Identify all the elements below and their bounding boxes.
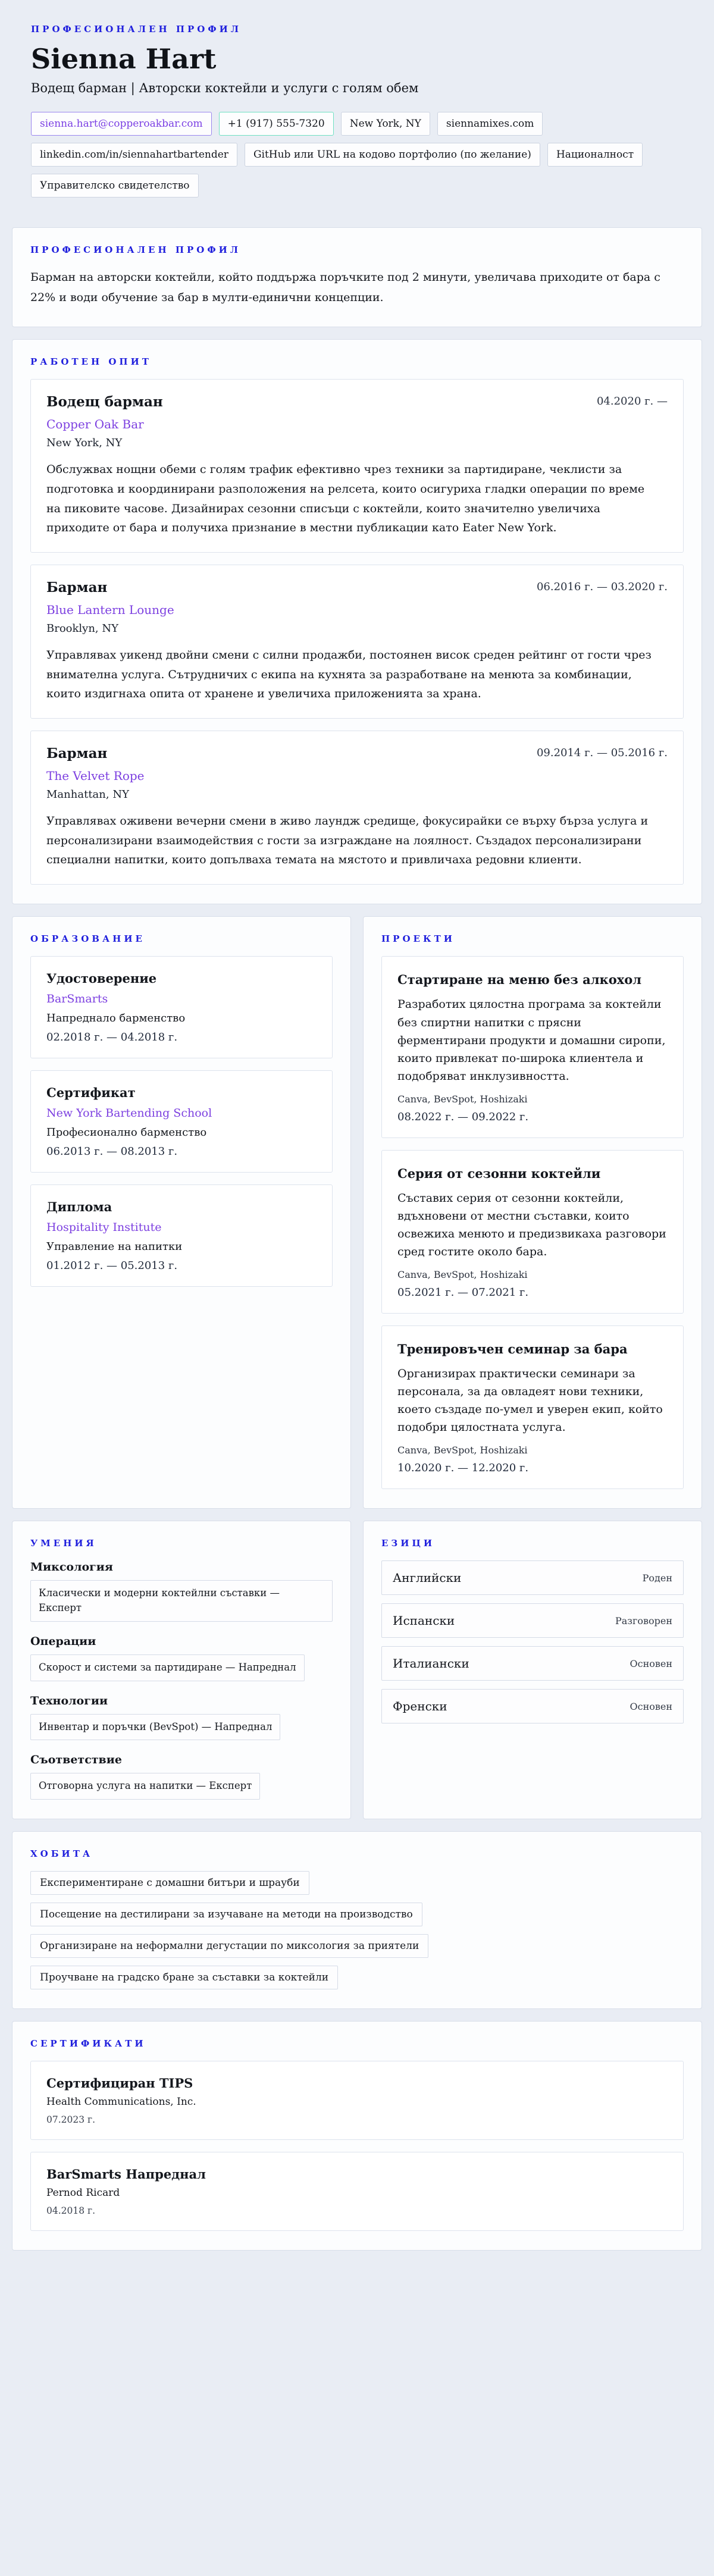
- skill-group: [30, 1560, 333, 1622]
- project-name: Серия от сезонни коктейли: [397, 1165, 601, 1181]
- education-field: Напреднало барменство: [46, 1012, 186, 1025]
- certifications-title: СЕРТИФИКАТИ: [30, 2038, 146, 2049]
- job-card: [30, 731, 684, 885]
- job-dates: 06.2016 г. — 03.2020 г.: [536, 581, 668, 594]
- job-title: Водещ барман: [46, 394, 163, 410]
- contact-linkedin-chip[interactable]: linkedin.com/in/siennahartbartender: [31, 143, 237, 167]
- education-school-link[interactable]: New York Bartending School: [46, 1107, 212, 1120]
- experience-title: РАБОТЕН ОПИТ: [30, 356, 152, 368]
- language-row: [381, 1560, 684, 1595]
- education-card: [30, 1070, 333, 1173]
- skill-group: [30, 1635, 333, 1681]
- section-education: [12, 916, 351, 1509]
- summary-title: ПРОФЕСИОНАЛЕН ПРОФИЛ: [30, 245, 242, 255]
- contact-chips: [31, 112, 683, 198]
- job-description: Управлявах оживени вечерни смени в живо лаундж средище, фокусирайки се върху бърза услуга и персонализирани взаимодействия с гости за изграждане на лоялност. Създадох персонализирани специални напитки, които допълваха темата на мястото и привличаха редовни клиенти.: [46, 814, 649, 867]
- education-degree: Удостоверение: [46, 971, 157, 986]
- project-card: [381, 956, 684, 1137]
- education-field: Професионално барменство: [46, 1126, 207, 1139]
- certification-date: 04.2018 г.: [46, 2205, 96, 2217]
- contact-website-chip[interactable]: siennamixes.com: [437, 112, 543, 136]
- certification-issuer: Health Communications, Inc.: [46, 2096, 196, 2108]
- section-certifications: [12, 2021, 702, 2251]
- education-dates: 01.2012 г. — 05.2013 г.: [46, 1259, 178, 1273]
- project-card: [381, 1150, 684, 1314]
- hobby-chip: Организиране на неформални дегустации по миксология за приятели: [30, 1934, 428, 1958]
- projects-title: ПРОЕКТИ: [381, 933, 455, 945]
- job-description: Обслужвах нощни обеми с голям трафик ефективно чрез техники за партидиране, чеклисти за подготовка и координирани разположения на релсета, които осигуриха гладки операции по време на пиковите часове. Дизайнирах сезонни списъци с коктейли, които значително увеличиха приходите от бара и получиха признание в местни публикации като Eater New York.: [46, 463, 645, 535]
- section-languages: [363, 1521, 702, 1819]
- language-level: Основен: [630, 1700, 672, 1712]
- skill-chip: Скорост и системи за партидиране — Напреднал: [30, 1654, 305, 1681]
- contact-email-chip[interactable]: sienna.hart@copperoakbar.com: [31, 112, 212, 136]
- job-company-link[interactable]: The Velvet Rope: [46, 769, 145, 784]
- job-description: Управлявах уикенд двойни смени с силни продажби, постоянен висок среден рейтинг от гости чрез внимателна услуга. Сътрудничих с екипа на кухнята за разработване на менюта за комбинации, които издигнаха опита от хранене и увеличиха приложенията за храна.: [46, 648, 652, 701]
- header-eyebrow: ПРОФЕСИОНАЛЕН ПРОФИЛ: [31, 24, 242, 35]
- job-dates: 04.2020 г. —: [596, 395, 668, 408]
- hobby-chip: Експериментиране с домашни битъри и шрауби: [30, 1871, 309, 1895]
- section-projects: [363, 916, 702, 1509]
- hobby-chip: Посещение на дестилирани за изучаване на методи на производство: [30, 1903, 422, 1926]
- job-header: [46, 579, 668, 596]
- certification-date: 07.2023 г.: [46, 2114, 96, 2126]
- skills-languages-row: [12, 1521, 702, 1819]
- education-card: [30, 1184, 333, 1287]
- language-name: Испански: [393, 1613, 455, 1628]
- language-level: Роден: [642, 1572, 672, 1584]
- project-tools: Canva, BevSpot, Hoshizaki: [397, 1269, 528, 1281]
- education-school-link[interactable]: BarSmarts: [46, 992, 108, 1006]
- skill-chip: Инвентар и поръчки (BevSpot) — Напреднал: [30, 1714, 280, 1741]
- language-name: Френски: [393, 1699, 447, 1714]
- job-location: Brooklyn, NY: [46, 622, 119, 635]
- languages-title: ЕЗИЦИ: [381, 1538, 436, 1549]
- project-tools: Canva, BevSpot, Hoshizaki: [397, 1444, 528, 1456]
- project-dates: 10.2020 г. — 12.2020 г.: [397, 1462, 529, 1475]
- section-summary: [12, 227, 702, 327]
- job-company-link[interactable]: Blue Lantern Lounge: [46, 603, 174, 618]
- section-hobbies: [12, 1831, 702, 2009]
- hobby-chip: Проучване на градско бране за съставки за коктейли: [30, 1966, 338, 1989]
- job-card: [30, 379, 684, 553]
- skill-group-label: Съответствие: [30, 1753, 122, 1767]
- language-level: Разговорен: [615, 1615, 672, 1627]
- language-row: [381, 1689, 684, 1723]
- skill-group: [30, 1753, 333, 1800]
- job-card: [30, 565, 684, 719]
- project-card: [381, 1325, 684, 1489]
- contact-github-placeholder-chip: GitHub или URL на кодово портфолио (по желание): [245, 143, 540, 167]
- education-title: ОБРАЗОВАНИЕ: [30, 933, 145, 945]
- education-school-link[interactable]: Hospitality Institute: [46, 1221, 162, 1234]
- section-skills: [12, 1521, 351, 1819]
- project-dates: 08.2022 г. — 09.2022 г.: [397, 1110, 529, 1123]
- language-level: Основен: [630, 1657, 672, 1669]
- certification-card: [30, 2152, 684, 2231]
- skills-title: УМЕНИЯ: [30, 1538, 97, 1549]
- job-title: Барман: [46, 745, 108, 762]
- skill-chip: Отговорна услуга на напитки — Експерт: [30, 1773, 260, 1800]
- certification-name: Сертифициран TIPS: [46, 2076, 193, 2091]
- education-dates: 02.2018 г. — 04.2018 г.: [46, 1031, 178, 1044]
- skill-group-label: Операции: [30, 1634, 96, 1648]
- section-experience: [12, 339, 702, 904]
- project-dates: 05.2021 г. — 07.2021 г.: [397, 1286, 529, 1299]
- language-row: [381, 1603, 684, 1638]
- certification-card: [30, 2061, 684, 2140]
- job-header: [46, 745, 668, 761]
- certification-name: BarSmarts Напреднал: [46, 2167, 206, 2182]
- education-degree: Диплома: [46, 1199, 112, 1215]
- contact-nationality-chip: Националност: [547, 143, 643, 167]
- education-dates: 06.2013 г. — 08.2013 г.: [46, 1145, 178, 1158]
- language-name: Английски: [393, 1571, 462, 1585]
- education-field: Управление на напитки: [46, 1240, 183, 1253]
- header: [12, 15, 702, 215]
- education-card: [30, 956, 333, 1058]
- contact-phone-chip[interactable]: +1 (917) 555-7320: [219, 112, 334, 136]
- header-subtitle: Водещ барман | Авторски коктейли и услуги с голям обем: [31, 81, 419, 95]
- project-description: Разработих цялостна програма за коктейли без спиртни напитки с прясни ферментирани продукти и домашни сиропи, които привлекат по-широка клиентела и подобряват инклузивността.: [397, 998, 666, 1083]
- skill-group: [30, 1694, 333, 1741]
- skill-group-label: Миксология: [30, 1560, 113, 1574]
- project-description: Съставих серия от сезонни коктейли, вдъхновени от местни съставки, които освежиха менюто и предизвикаха разговори сред гостите около бара.: [397, 1191, 666, 1258]
- job-title: Барман: [46, 579, 108, 596]
- job-location: New York, NY: [46, 437, 123, 450]
- skill-group-label: Технологии: [30, 1694, 108, 1707]
- job-header: [46, 394, 668, 410]
- contact-location-chip: New York, NY: [341, 112, 430, 136]
- job-dates: 09.2014 г. — 05.2016 г.: [536, 747, 668, 760]
- language-row: [381, 1646, 684, 1681]
- project-name: Стартиране на меню без алкохол: [397, 972, 642, 988]
- job-location: Manhattan, NY: [46, 788, 129, 801]
- person-name: Sienna Hart: [31, 43, 217, 75]
- language-name: Италиански: [393, 1656, 469, 1671]
- education-degree: Сертификат: [46, 1085, 136, 1101]
- skill-chip: Класически и модерни коктейлни съставки — Експерт: [30, 1580, 333, 1622]
- contact-driving-license-chip: Управителско свидетелство: [31, 174, 199, 198]
- hobbies-title: ХОБИТА: [30, 1848, 93, 1860]
- job-company-link[interactable]: Copper Oak Bar: [46, 417, 144, 432]
- project-name: Тренировъчен семинар за бара: [397, 1342, 628, 1357]
- project-tools: Canva, BevSpot, Hoshizaki: [397, 1093, 528, 1105]
- project-description: Организирах практически семинари за персонала, за да овладеят нови техники, което създаде по-умел и уверен екип, който подобри цялостната услуга.: [397, 1367, 663, 1434]
- education-projects-row: [12, 916, 702, 1509]
- summary-text: Барман на авторски коктейли, който поддържа поръчките под 2 минути, увеличава приходите от бара с 22% и води обучение за бар в мулти-единични концепции.: [30, 271, 660, 305]
- certification-issuer: Pernod Ricard: [46, 2187, 120, 2199]
